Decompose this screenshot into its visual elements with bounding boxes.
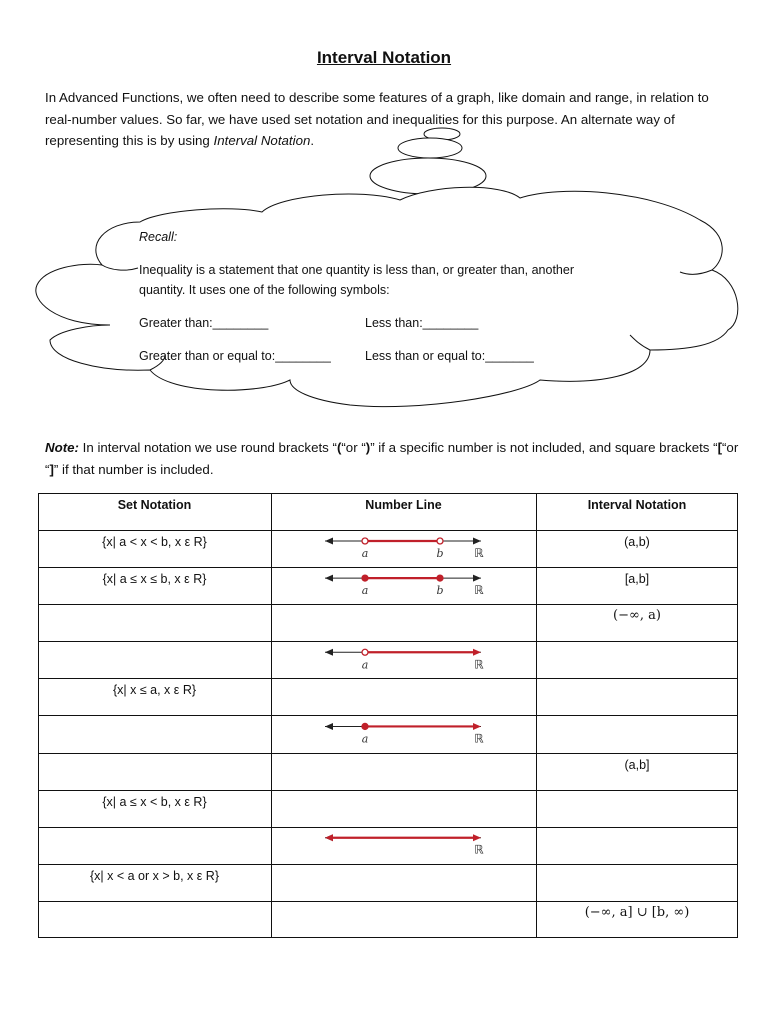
endpoint-label: a <box>361 547 369 560</box>
interval-notation-cell: (−∞, a) <box>613 608 661 624</box>
recall-less-equal: Less than or equal to:_______ <box>365 349 534 363</box>
endpoint-label: a <box>361 584 369 598</box>
header-interval-notation: Interval Notation <box>587 498 687 512</box>
closed-endpoint <box>362 723 368 729</box>
note-text-2: “or “ <box>341 440 366 455</box>
endpoint-label: a <box>361 732 369 746</box>
closed-endpoint <box>362 575 368 581</box>
recall-line-1: Inequality is a statement that one quantity is less than, or greater than, another <box>139 263 574 277</box>
note-bracket-2: ) <box>365 440 371 455</box>
open-endpoint <box>362 538 368 544</box>
header-set-notation: Set Notation <box>117 498 192 512</box>
interval-notation-cell: [a,b] <box>624 572 650 587</box>
thought-bubble-medium <box>398 138 462 158</box>
arrow-left-icon <box>325 538 333 545</box>
intro-text-1: In Advanced Functions, we often need to describe some features of a graph, like domain and range, in relation to real-number values. So far, we have used set notation and inequalities for this purpose. An alternate way of representing this is by using <box>45 90 709 148</box>
endpoint-label: b <box>436 584 444 598</box>
number-line <box>325 723 484 746</box>
real-numbers-label: ℝ <box>474 731 484 746</box>
note-text-3: ” if a specific number is not included, and square brackets “ <box>370 440 718 455</box>
interval-notation-cell: (−∞, a] ∪ [b, ∞) <box>584 904 690 920</box>
recall-greater-than: Greater than:________ <box>139 316 269 330</box>
intro-emphasis: Interval Notation <box>213 133 311 148</box>
arrow-right-icon <box>473 538 481 545</box>
number-line <box>325 538 484 561</box>
note-bracket-3: [ <box>717 440 722 455</box>
note-bracket-1: ( <box>336 440 342 455</box>
header-number-line: Number Line <box>365 498 442 512</box>
arrow-right-icon <box>473 723 481 730</box>
arrow-left-icon <box>325 834 333 841</box>
real-numbers-label: ℝ <box>474 842 484 857</box>
note-paragraph <box>45 437 745 480</box>
note-text-5: ” if that number is included. <box>53 461 214 477</box>
open-endpoint <box>437 538 443 544</box>
page-title: Interval Notation <box>316 48 452 67</box>
note-label: Note: <box>45 440 79 455</box>
arrow-right-icon <box>473 575 481 582</box>
closed-endpoint <box>437 575 443 581</box>
arrow-right-icon <box>473 649 481 656</box>
note-text-4: “or “ <box>45 440 739 477</box>
interval-notation-cell: (a,b] <box>624 757 650 772</box>
set-notation-cell: {x| x ≤ a, x ε R} <box>112 683 197 698</box>
real-numbers-label: ℝ <box>474 583 484 598</box>
interval-table <box>38 493 738 938</box>
endpoint-label: b <box>436 547 444 560</box>
set-notation-cell: {x| a ≤ x ≤ b, x ε R} <box>102 572 207 587</box>
number-line <box>325 649 484 672</box>
interval-notation-cell: (a,b) <box>624 535 650 549</box>
arrow-left-icon <box>325 649 333 656</box>
arrow-left-icon <box>325 723 333 730</box>
intro-text-2: . <box>310 133 315 148</box>
real-numbers-label: ℝ <box>474 657 484 672</box>
recall-less-than: Less than:________ <box>365 316 479 330</box>
open-endpoint <box>362 649 368 655</box>
note-bracket-4: ] <box>49 461 54 477</box>
set-notation-cell: {x| a < x < b, x ε R} <box>102 535 207 549</box>
recall-heading: Recall: <box>139 230 178 244</box>
recall-line-2: quantity. It uses one of the following symbols: <box>139 283 390 297</box>
real-numbers-label: ℝ <box>474 546 484 560</box>
arrow-right-icon <box>473 834 481 841</box>
note-text-1: In interval notation we use round brackets “ <box>78 440 337 455</box>
endpoint-label: a <box>361 658 369 672</box>
arrow-left-icon <box>325 575 333 582</box>
recall-greater-equal: Greater than or equal to:________ <box>139 349 331 363</box>
number-line <box>325 834 484 857</box>
set-notation-cell: {x| x < a or x > b, x ε R} <box>89 868 220 883</box>
number-line <box>325 575 484 598</box>
set-notation-cell: {x| a ≤ x < b, x ε R} <box>102 794 207 809</box>
